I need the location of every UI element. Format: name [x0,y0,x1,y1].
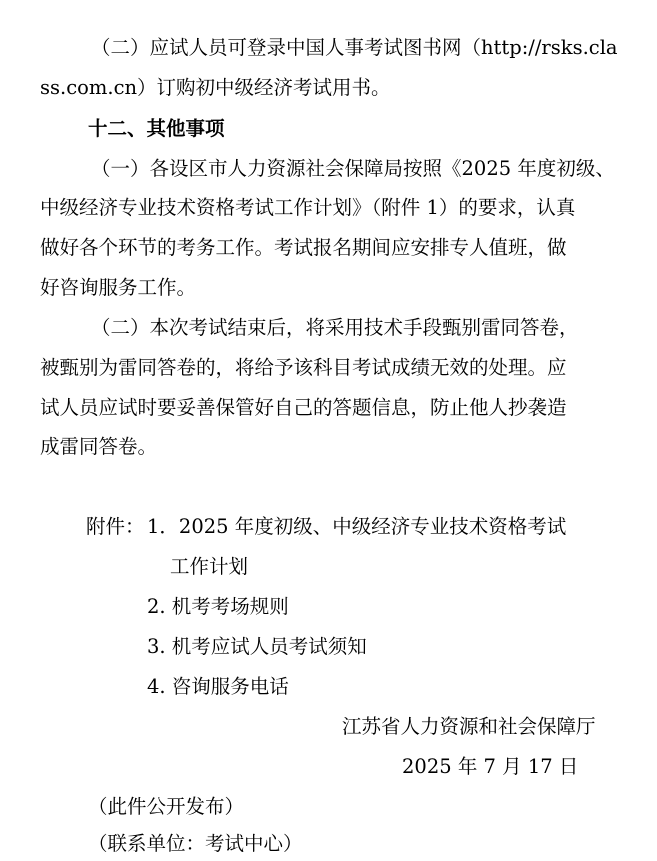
paragraph-line: 试人员应试时要妥善保管好自己的答题信息，防止他人抄袭造 [40,396,567,419]
attachment-item: 3. 机考应试人员考试须知 [147,635,367,658]
contact-note: （联系单位：考试中心） [88,832,303,855]
publish-note: （此件公开发布） [88,795,245,818]
paragraph-line: （一）各设区市人力资源社会保障局按照《2025 年度初级、 [91,157,615,180]
attachments-label: 附件： [86,515,145,538]
paragraph-line: 做好各个环节的考务工作。考试报名期间应安排专人值班，做 [40,236,567,259]
paragraph-line: 好咨询服务工作。 [40,276,197,299]
paragraph-line: 被甄别为雷同答卷的，将给予该科目考试成绩无效的处理。应 [40,356,567,379]
paragraph-line: （二）本次考试结束后，将采用技术手段甄别雷同答卷， [91,316,579,339]
attachment-item-continued: 工作计划 [170,555,249,578]
attachment-item: 4. 咨询服务电话 [147,675,289,698]
attachment-item: 2. 机考考场规则 [147,595,289,618]
issuing-organization: 江苏省人力资源和社会保障厅 [342,715,596,738]
issue-date: 2025 年 7 月 17 日 [402,755,579,778]
paragraph-line: 中级经济专业技术资格考试工作计划》（附件 1）的要求，认真 [40,196,576,219]
paragraph-line: （二）应试人员可登录中国人事考试图书网（http://rsks.cla [91,36,618,59]
attachment-item: 1．2025 年度初级、中级经济专业技术资格考试 [147,515,567,538]
section-heading: 十二、其他事项 [88,117,225,140]
paragraph-line: 成雷同答卷。 [40,435,158,458]
paragraph-line: ss.com.cn）订购初中级经济考试用书。 [40,76,391,99]
